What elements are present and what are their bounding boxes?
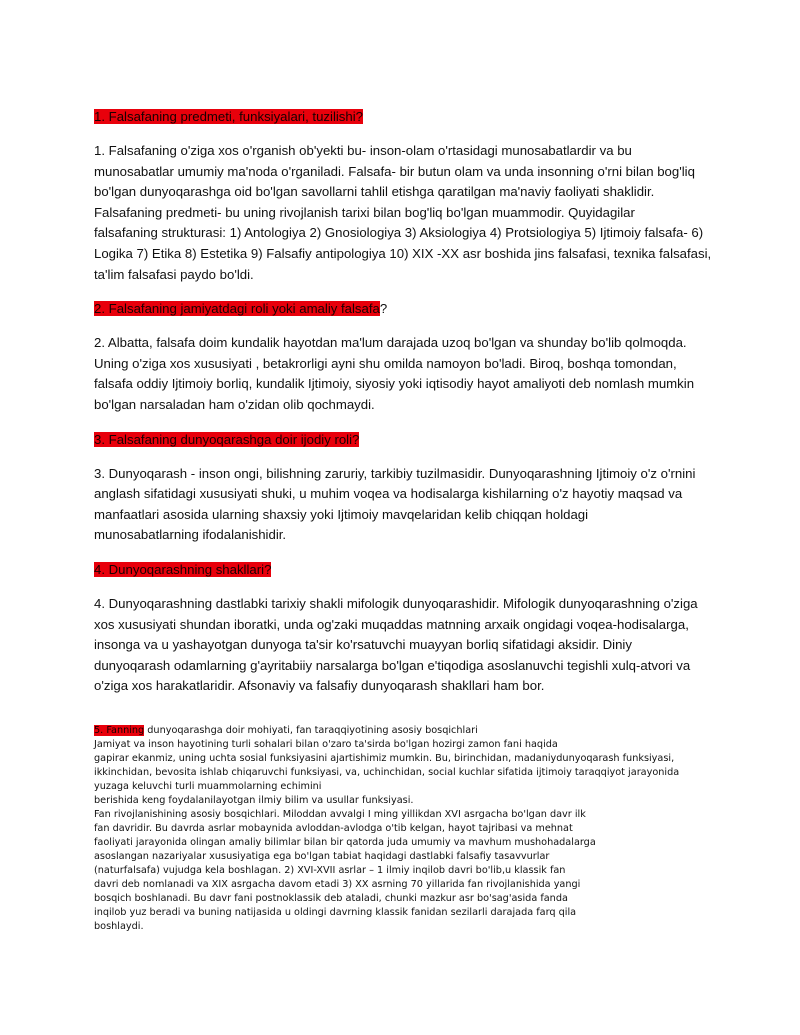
text-line: Logika 7) Etika 8) Estetika 9) Falsafiy antipologiya 10) XIX -XX asr boshida jins falsafasi, texnika falsafasi, [94,245,712,261]
text-line: falsafaning strukturasi: 1) Antologiya 2) Gnosiologiya 3) Aksiologiya 4) Protsiologiya 5) Ijtimoiy falsafa- 6) [94,225,704,241]
text-line: 4. Dunyoqarashning dastlabki tarixiy shakli mifologik dunyoqarashidir. Mifologik dunyoqarashning o'ziga [94,595,698,611]
text-line: bo'lgan dunyoqarashga oid bo'lgan savollarni tahlil etishga qaratilgan ma'naviy faoliyati shaklidir. [94,184,655,200]
text-line: Falsafaning predmeti- bu uning rivojlanish tarixi bilan bog'liq bo'lgan muammodir. Quyidagilar [94,204,635,220]
text-line: anglash sifatidagi xususiyati shuki, u muhim voqea va hodisalarga kishilarning o'z hayotiy maqsad va [94,486,683,502]
text-line: xos xususiyati shundan iboratki, unda og'zaki muqaddas matnning arxaik ongidagi voqea-hodisalarga, [94,616,689,632]
text-line: falsafa oddiy Ijtimoiy borliq, kundalik Ijtimoiy, siyosiy yoki iqtisodiy hayot amaliyoti deb nomlash mumkin [94,376,695,392]
answer-3 [94,464,734,546]
note-line: berishida keng foydalanilayotgan ilmiy bilim va usullar funksiyasi. [94,795,414,806]
answer-4 [94,594,734,697]
note-line: bosqich boshlanadi. Bu davr fani postnoklassik deb ataladi, chunki mazkur asr bo'sag'asida fanda [94,893,568,904]
text-line: Uning o'ziga xos xususiyati , betakrorligi ayni shu omilda namoyon bo'ladi. Biroq, boshqa tomondan, [94,355,677,371]
text-line: insonga va u yashayotgan dunyoga ta'sir ko'rsatuvchi muayyan borliq sifatidagi aksidir. Diniy [94,637,632,653]
note-line: asoslangan nazariyalar xususiyatiga ega bo'lgan tabiat haqidagi dastlabki falsafiy tasavvurlar [94,851,550,862]
highlighted-question: 4. Dunyoqarashning shakllari? [94,561,272,577]
note-line: davri deb nomlanadi va XIX asrgacha davom etadi 3) XX asrning 70 yillarida fan rivojlanishida yangi [94,879,581,890]
text-line: 3. Dunyoqarash - inson ongi, bilishning zaruriy, tarkibiy tuzilmasidir. Dunyoqarashning Ijtimoiy o'z o'rnini [94,465,696,481]
text-line: munosabatlar umumiy ma'noda o'rganiladi. Falsafa- bir butun olam va unda insonning o'rni bilan bog'liq [94,163,695,179]
note-line: Fan rivojlanishining asosiy bosqichlari. Miloddan avvalgi I ming yillikdan XVI asrgacha bo'lgan davr ilk [94,809,586,820]
text-line: 2. Albatta, falsafa doim kundalik hayotdan ma'lum darajada uzoq bo'lgan va shunday bo'lib qolmoqda. [94,335,687,351]
text-line: 1. Falsafaning o'ziga xos o'rganish ob'yekti bu- inson-olam o'rtasidagi munosabatlardir va bu [94,143,632,158]
note-line: inqilob yuz beradi va buning natijasida u oldingi davrning klassik fanidan sezilarli darajada farq qila [94,907,577,918]
highlighted-question: 3. Falsafaning dunyoqarashga doir ijodiy roli? [94,431,360,447]
question-2 [94,300,734,318]
note-line: ikkinchidan, bevosita ishlab chiqaruvchi funksiyasi, va, uchinchidan, social kuchlar sifatida ijtimoiy taraqqiyot jarayonida [94,767,680,778]
highlighted-question: 1. Falsafaning predmeti, funksiyalari, tuzilishi? [94,109,364,124]
note-line: fan davridir. Bu davrda asrlar mobaynida avloddan-avlodga o'tib kelgan, hayot tajribasi va mehnat [94,823,573,834]
text-line: ta'lim falsafasi paydo bo'ldi. [94,266,254,282]
highlighted-question: 5. Fanning [94,725,145,736]
note-line: boshlaydi. [94,921,144,932]
note-heading: 5. Fanning dunyoqarashga doir mohiyati, fan taraqqiyotining asosiy bosqichlari [94,725,478,736]
answer-2 [94,333,734,415]
question-1 [94,108,734,126]
note-line: (naturfalsafa) vujudga kela boshlagan. 2) XVI-XVII asrlar – 1 ilmiy inqilob davri bo'lib,u klassik fan [94,865,566,876]
question-3 [94,431,734,449]
text-line: bo'lgan narsaladan ham o'zidan olib qochmaydi. [94,396,375,412]
note-line: gapirar ekanmiz, uning uchta sosial funksiyasini ajartishimiz mumkin. Bu, birinchidan, madaniydunyoqarash funksiyasi, [94,753,675,764]
text-line: manfaatlari asosida ularning shaxsiy yoki Ijtimoiy mavqelaridan kelib chiqqan holdagi [94,506,589,522]
question-mark: ? [379,301,388,317]
note-line: yuzaga keluvchi turli muammolarning echimini [94,781,322,792]
text-line: dunyoqarash odamlarning g'ayritabiiy narsalarga bo'lgan e'tiqodiga asoslanuvchi tegishli xulq-atvori va [94,657,691,673]
text-line: o'ziga xos harakatlaridir. Afsonaviy va falsafiy dunyoqarash shakllari ham bor. [94,678,545,694]
note-line: Jamiyat va inson hayotining turli sohalari bilan o'zaro ta'sirda bo'lgan hozirgi zamon fani haqida [94,739,558,750]
text-line: munosabatlarning ifodalanishidir. [94,527,287,543]
answer-1 [94,141,734,285]
main-content [94,108,734,712]
note-section [94,724,734,934]
note-line: faoliyati jarayonida olingan amaliy bilimlar bilan bir qatorda juda umumiy va mavhum mushohadalarga [94,837,596,848]
highlighted-question: 2. Falsafaning jamiyatdagi roli yoki amaliy falsafa [94,301,380,317]
question-4 [94,561,734,579]
